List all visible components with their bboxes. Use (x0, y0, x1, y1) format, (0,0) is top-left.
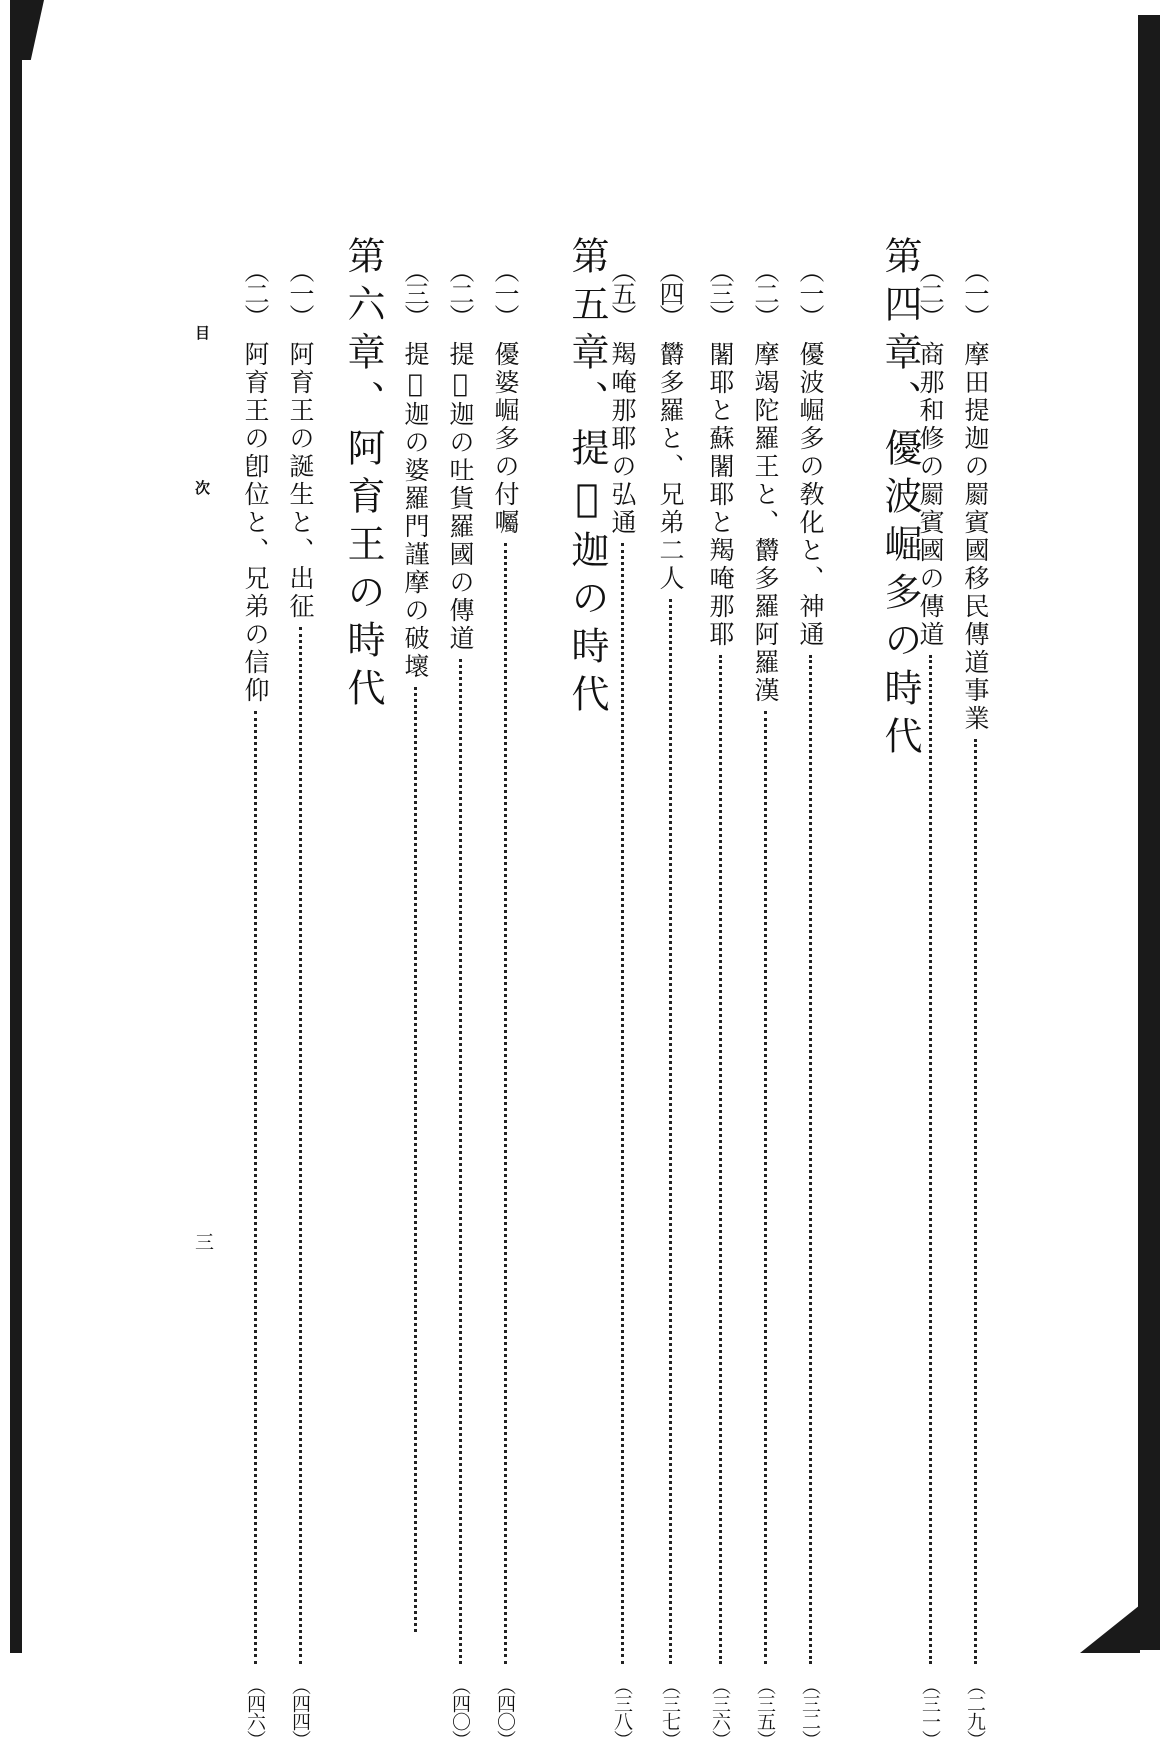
entry-title: 摩竭陀羅王と、欝多羅阿羅漢 (751, 341, 780, 705)
entry-title: 優波崛多の敎化と、神通 (796, 341, 825, 649)
dot-leader (621, 543, 624, 1664)
dot-leader (504, 543, 507, 1664)
dot-leader (669, 599, 672, 1664)
toc-entry[interactable] (280, 258, 320, 1748)
entry-number: （五） (608, 258, 637, 327)
dot-leader (719, 655, 722, 1664)
entry-page: （三七） (659, 1676, 681, 1748)
entry-number: （一） (491, 258, 520, 327)
entry-page: （四〇） (494, 1676, 516, 1748)
entry-title: 提𫁶迦の吐貨羅國の傳道 (446, 341, 475, 653)
chapter-heading: 第四章、優波崛多の時代 (878, 236, 922, 764)
page-number: 三 (192, 1232, 214, 1251)
toc-entry[interactable] (790, 258, 830, 1748)
entry-number: （一） (796, 258, 825, 327)
toc-entry[interactable] (955, 258, 995, 1748)
chapter-heading: 第六章、阿育王の時代 (341, 236, 385, 716)
entry-title: 闍耶と蘇闍耶と羯唵那耶 (706, 341, 735, 649)
dot-leader (254, 711, 257, 1664)
entry-page: （三一） (919, 1676, 941, 1748)
toc-entry[interactable] (440, 258, 480, 1748)
entry-page: （二九） (964, 1676, 986, 1748)
toc-entry[interactable] (485, 258, 525, 1748)
entry-number: （二） (751, 258, 780, 327)
entry-page: （三八） (611, 1676, 633, 1748)
entry-number: （三） (401, 258, 430, 327)
entry-page: （四六） (244, 1676, 266, 1748)
dot-leader (764, 711, 767, 1664)
dot-leader (459, 659, 462, 1664)
entry-page: （三五） (754, 1676, 776, 1748)
entry-page: （三二） (799, 1676, 821, 1748)
toc-entry[interactable] (650, 258, 690, 1748)
entry-number: （二） (241, 258, 270, 327)
entry-title: 阿育王の卽位と、兄弟の信仰 (241, 341, 270, 705)
entry-page: （四四） (289, 1676, 311, 1748)
toc-entry[interactable] (395, 258, 435, 1638)
dot-leader (299, 627, 302, 1664)
toc-entry[interactable] (700, 258, 740, 1748)
entry-number: （三） (706, 258, 735, 327)
entry-number: （二） (916, 258, 945, 327)
chapter-heading: 第五章、提𫁶迦の時代 (565, 236, 609, 722)
entry-title: 商那和修の罽賓國の傳道 (916, 341, 945, 649)
dot-leader (974, 739, 977, 1664)
entry-number: （一） (286, 258, 315, 327)
entry-title: 提𫁶迦の婆羅門謹摩の破壞 (401, 341, 430, 681)
toc-entry[interactable] (235, 258, 275, 1748)
dot-leader (414, 687, 417, 1632)
entry-page: （三六） (709, 1676, 731, 1748)
entry-title: 阿育王の誕生と、出征 (286, 341, 315, 621)
entry-title: 優婆崛多の付囑 (491, 341, 520, 537)
entry-title: 摩田提迦の罽賓國移民傳道事業 (961, 341, 990, 733)
running-head: 目次 (193, 325, 211, 635)
dot-leader (929, 655, 932, 1664)
entry-title: 羯唵那耶の弘通 (608, 341, 637, 537)
entry-number: （四） (656, 258, 685, 327)
entry-number: （二） (446, 258, 475, 327)
entry-number: （一） (961, 258, 990, 327)
entry-page: （四〇） (449, 1676, 471, 1748)
entry-title: 欝多羅と、兄弟二人 (656, 341, 685, 593)
dot-leader (809, 655, 812, 1664)
toc-entry[interactable] (745, 258, 785, 1748)
